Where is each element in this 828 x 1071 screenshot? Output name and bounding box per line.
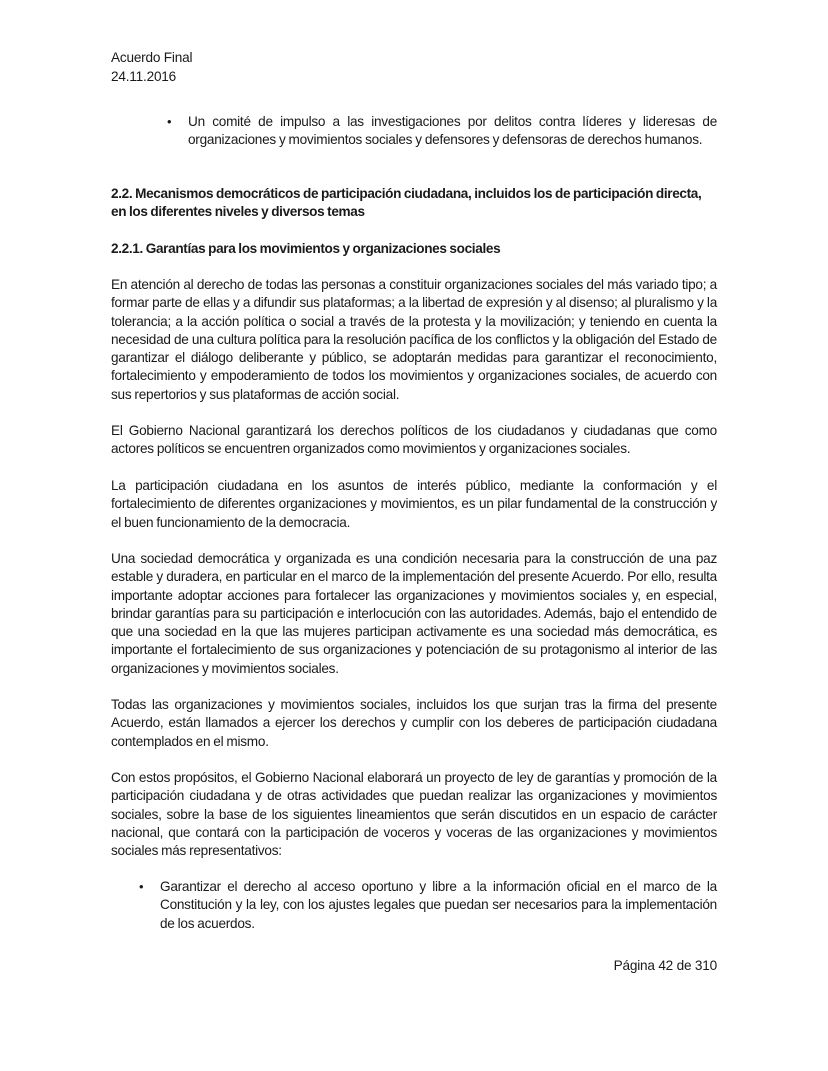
section-heading: 2.2. Mecanismos democráticos de participación ciudadana, incluidos los de participación directa, en los diferentes niveles y diversos temas [111,186,702,220]
paragraph-text: El Gobierno Nacional garantizará los derechos políticos de los ciudadanos y ciudadanas que como actores políticos se encuentren organizados como movimientos y organizaciones sociales. [111,423,717,457]
paragraph-text: La participación ciudadana en los asuntos de interés público, mediante la conformación y el fortalecimiento de diferentes organizaciones y movimientos, es un pilar fundamental de la construcción y el buen funcionamiento de la democracia. [111,478,717,530]
document-date: 24.11.2016 [111,68,177,84]
bullet-item [167,113,717,150]
document-header [111,49,192,86]
paragraph-text: Una sociedad democrática y organizada es una condición necesaria para la construcción de una paz estable y duradera, en particular en el marco de la implementación del presente Acuerdo. Por ello, resulta importante adoptar acciones para fortalecer las organizaciones y movimientos sociales y, en especial, brindar garantías para su participación e interlocución con las autoridades. Además, bajo el entendido de que una sociedad en la que las mujeres participan activamente es una sociedad más democrática, es importante el fortalecimiento de sus organizaciones y potenciación de su protagonismo al interior de las organizaciones y movimientos sociales. [111,551,717,676]
paragraph [111,422,717,459]
bullet-text: Garantizar el derecho al acceso oportuno y libre a la información oficial en el marco de la Constitución y la ley, con los ajustes legales que puedan ser necesarios para la implementación de los acuerdos. [160,879,717,931]
subsection-heading: 2.2.1. Garantías para los movimientos y organizaciones sociales [111,241,501,256]
bullet-icon: • [139,879,144,894]
page-number: Página 42 de 310 [613,958,717,973]
paragraph [111,477,717,532]
paragraph-text: Todas las organizaciones y movimientos sociales, incluidos los que surjan tras la firma del presente Acuerdo, están llamados a ejercer los derechos y cumplir con los deberes de participación ciudadana contemplados en el mismo. [111,697,717,749]
bullet-icon: • [167,114,172,129]
paragraph-text: En atención al derecho de todas las personas a constituir organizaciones sociales del más variado tipo; a formar parte de ellas y a difundir sus plataformas; a la libertad de expresión y al disenso; al pluralismo y la tolerancia; a la acción política o social a través de la protesta y la movilización; y teniendo en cuenta la necesidad de una cultura política para la resolución pacífica de los conflictos y la obligación del Estado de garantizar el diálogo deliberante y público, se adoptarán medidas para garantizar el reconocimiento, fortalecimiento y empoderamiento de todos los movimientos y organizaciones sociales, de acuerdo con sus repertorios y sus plataformas de acción social. [111,277,717,402]
bullet-text: Un comité de impulso a las investigaciones por delitos contra líderes y lideresas de organizaciones y movimientos sociales y defensores y defensoras de derechos humanos. [188,114,717,148]
paragraph [111,550,717,678]
paragraph [111,769,717,860]
paragraph-text: Con estos propósitos, el Gobierno Nacional elaborará un proyecto de ley de garantías y promoción de la participación ciudadana y de otras actividades que puedan realizar las organizaciones y movimientos sociales, sobre la base de los siguientes lineamientos que serán discutidos en un espacio de carácter nacional, que contará con la participación de voceros y voceras de las organizaciones y movimientos sociales más representativos: [111,770,717,859]
paragraph [111,276,717,404]
paragraph [111,696,717,751]
document-title: Acuerdo Final [111,50,193,65]
bullet-item [139,878,717,933]
